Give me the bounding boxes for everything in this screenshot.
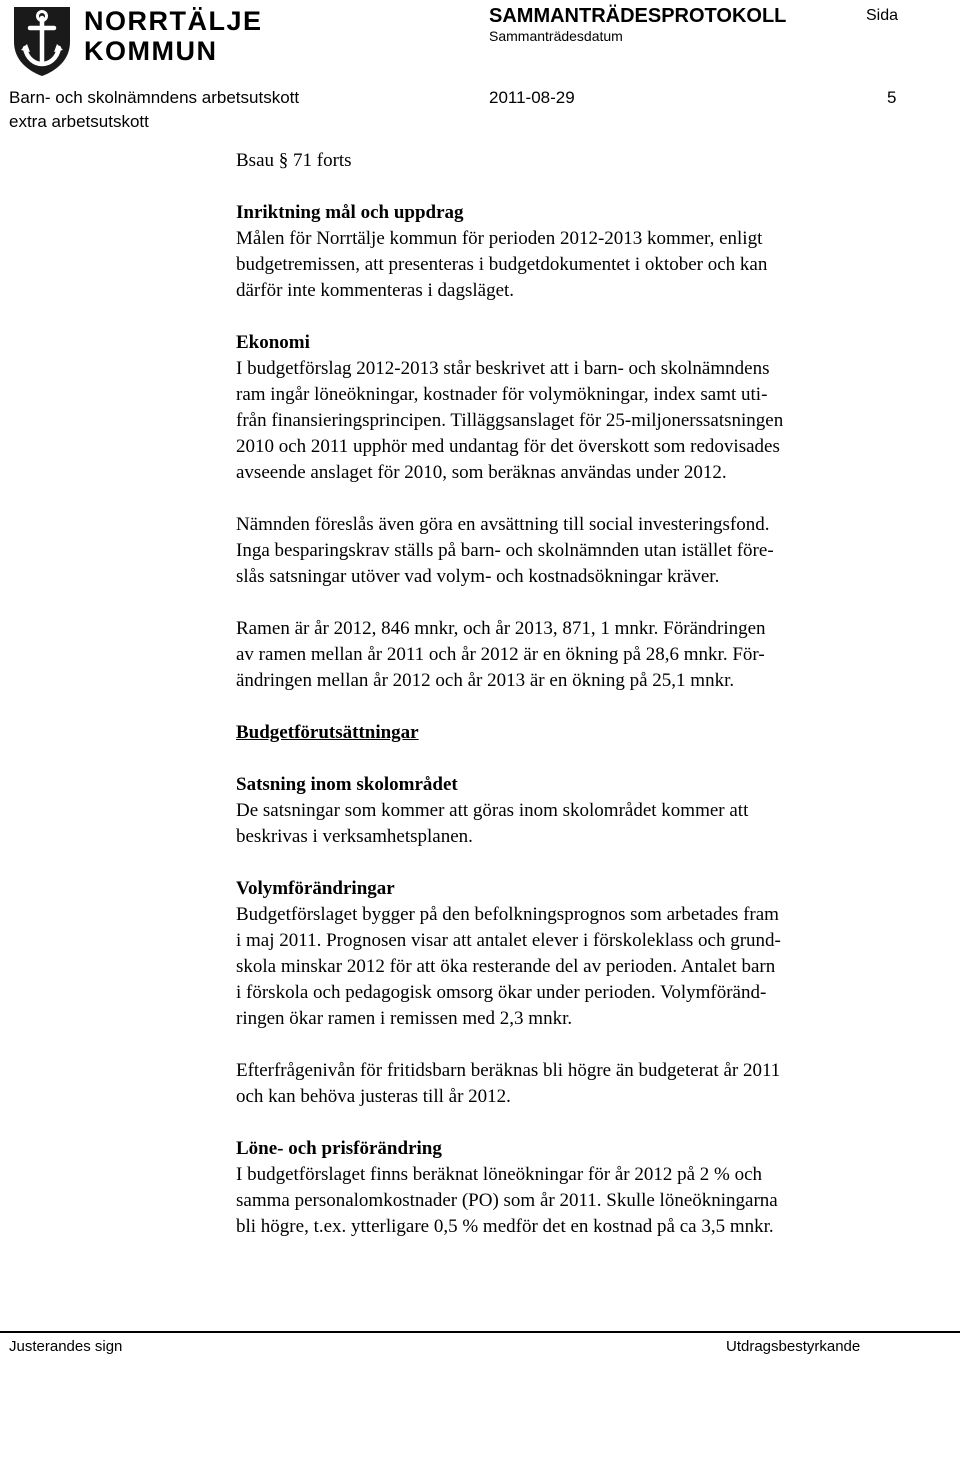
section-heading-budget-conditions: Budgetförutsättningar bbox=[236, 722, 419, 743]
footer-divider bbox=[0, 1331, 960, 1333]
body-line: De satsningar som kommer att göras inom skolområdet kommer att bbox=[236, 800, 749, 821]
body-line: skola minskar 2012 för att öka resterande del av perioden. Antalet barn bbox=[236, 956, 776, 977]
page-number: 5 bbox=[887, 88, 897, 107]
meeting-date: 2011-08-29 bbox=[489, 88, 575, 107]
page-label: Sida bbox=[866, 7, 899, 24]
body-line: Nämnden föreslås även göra en avsättning till social investeringsfond. bbox=[236, 514, 770, 535]
body-line: bli högre, t.ex. ytterligare 0,5 % medför det en kostnad på ca 3,5 mnkr. bbox=[236, 1216, 774, 1237]
section-heading-school-investment: Satsning inom skolområdet bbox=[236, 774, 458, 795]
protocol-body bbox=[236, 148, 916, 1240]
footer-signature-label: Justerandes sign bbox=[9, 1338, 123, 1355]
footer-certification-label: Utdragsbestyrkande bbox=[726, 1338, 861, 1355]
body-line: Efterfrågenivån för fritidsbarn beräknas bli högre än budgeterat år 2011 bbox=[236, 1060, 781, 1081]
body-line: i maj 2011. Prognosen visar att antalet elever i förskoleklass och grund- bbox=[236, 930, 781, 951]
org-name-line1: NORRTÄLJE bbox=[84, 6, 263, 36]
meeting-date-label: Sammanträdesdatum bbox=[489, 28, 623, 44]
body-line: Målen för Norrtälje kommun för perioden 2012-2013 kommer, enligt bbox=[236, 228, 763, 249]
body-line: I budgetförslag 2012-2013 står beskrivet att i barn- och skolnämndens bbox=[236, 358, 770, 379]
org-name-line2: KOMMUN bbox=[84, 36, 218, 66]
committee-name: Barn- och skolnämndens arbetsutskott bbox=[9, 88, 300, 107]
paragraph-reference: Bsau § 71 forts bbox=[236, 150, 352, 171]
committee-subtitle: extra arbetsutskott bbox=[9, 112, 149, 131]
document-title: SAMMANTRÄDESPROTOKOLL bbox=[489, 5, 787, 27]
body-line: I budgetförslaget finns beräknat löneökningar för år 2012 på 2 % och bbox=[236, 1164, 763, 1185]
body-line: av ramen mellan år 2011 och år 2012 är en ökning på 28,6 mnkr. För- bbox=[236, 644, 765, 665]
section-heading-economy: Ekonomi bbox=[236, 332, 310, 353]
municipality-logo bbox=[10, 4, 74, 78]
section-heading-goals: Inriktning mål och uppdrag bbox=[236, 202, 464, 223]
body-line: slås satsningar utöver vad volym- och kostnadsökningar kräver. bbox=[236, 566, 720, 587]
body-line: i förskola och pedagogisk omsorg ökar under perioden. Volymföränd- bbox=[236, 982, 767, 1003]
body-line: 2010 och 2011 upphör med undantag för det överskott som redovisades bbox=[236, 436, 780, 457]
norrtalje-anchor-shield-icon bbox=[10, 4, 74, 78]
body-line: från finansieringsprincipen. Tilläggsanslaget för 25-miljonerssatsningen bbox=[236, 410, 784, 431]
body-line: därför inte kommenteras i dagsläget. bbox=[236, 280, 515, 301]
section-heading-volume-changes: Volymförändringar bbox=[236, 878, 395, 899]
body-line: ram ingår löneökningar, kostnader för volymökningar, index samt uti- bbox=[236, 384, 768, 405]
body-line: beskrivas i verksamhetsplanen. bbox=[236, 826, 473, 847]
body-line: ringen ökar ramen i remissen med 2,3 mnkr. bbox=[236, 1008, 573, 1029]
body-line: samma personalomkostnader (PO) som år 2011. Skulle löneökningarna bbox=[236, 1190, 778, 1211]
body-line: Budgetförslaget bygger på den befolkningsprognos som arbetades fram bbox=[236, 904, 779, 925]
body-line: budgetremissen, att presenteras i budgetdokumentet i oktober och kan bbox=[236, 254, 768, 275]
body-line: Ramen är år 2012, 846 mnkr, och år 2013, 871, 1 mnkr. Förändringen bbox=[236, 618, 766, 639]
body-line: ändringen mellan år 2012 och år 2013 är en ökning på 25,1 mnkr. bbox=[236, 670, 735, 691]
section-heading-wage-price-changes: Löne- och prisförändring bbox=[236, 1138, 442, 1159]
body-line: och kan behöva justeras till år 2012. bbox=[236, 1086, 511, 1107]
body-line: avseende anslaget för 2010, som beräknas användas under 2012. bbox=[236, 462, 727, 483]
body-line: Inga besparingskrav ställs på barn- och skolnämnden utan istället före- bbox=[236, 540, 774, 561]
